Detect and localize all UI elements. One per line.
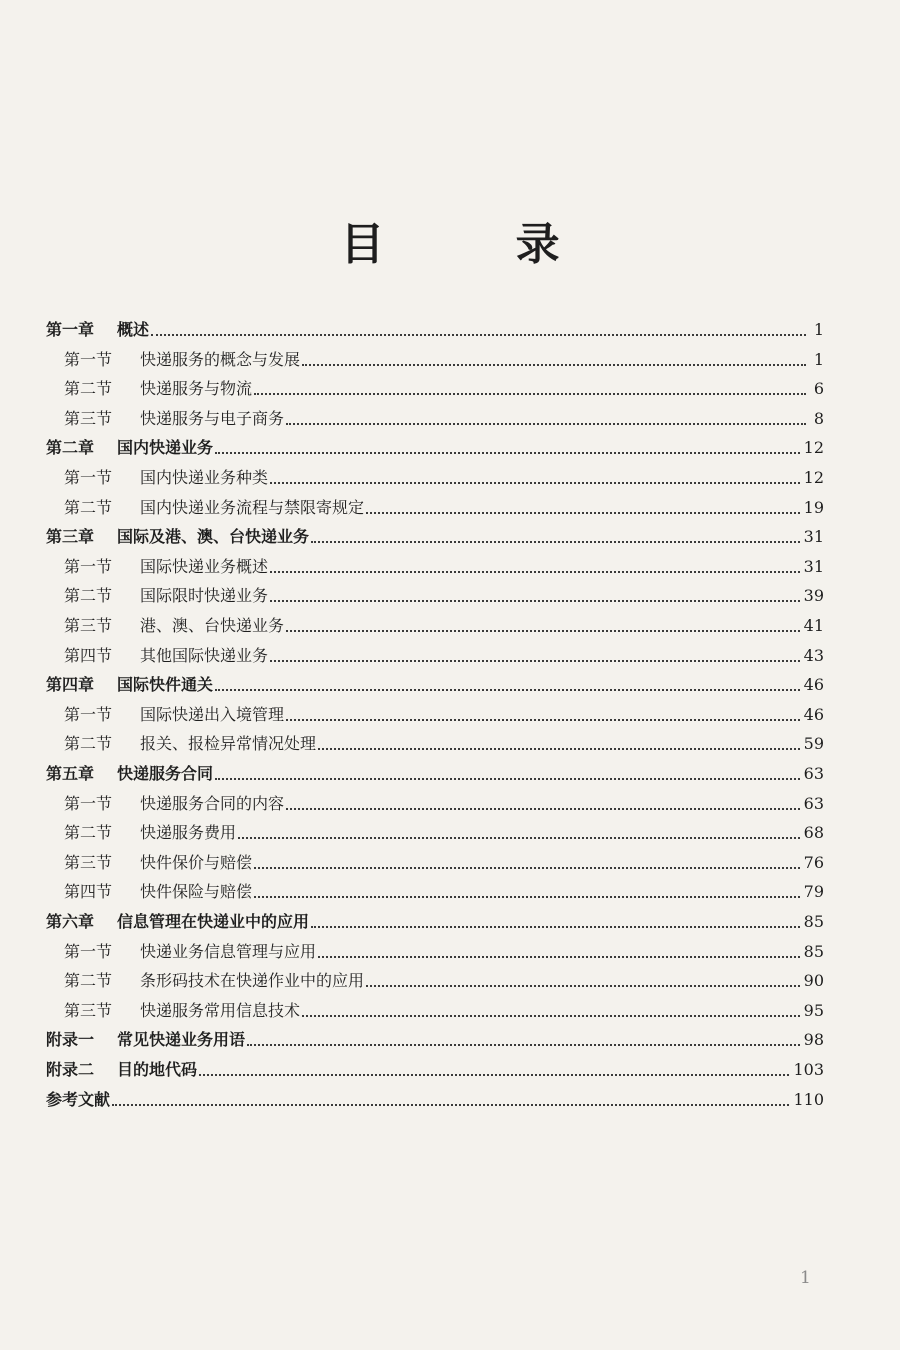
toc-entry-label (64, 350, 300, 370)
dot-leader (270, 561, 800, 573)
toc-entry-label (64, 646, 268, 666)
toc-entry-label (64, 498, 364, 518)
toc-section-entry[interactable] (64, 636, 824, 666)
toc-entry-title: 快递服务的概念与发展 (140, 350, 301, 369)
dot-leader (286, 620, 800, 632)
toc-section-entry[interactable] (64, 399, 824, 429)
dot-leader (366, 975, 800, 987)
toc-entry-page: 79 (803, 882, 824, 901)
toc-entry-title: 快递服务合同的内容 (140, 794, 285, 813)
toc-entry-number: 第二节 (64, 734, 113, 753)
toc-entry-page: 1 (813, 350, 824, 369)
toc-entry-label (46, 1060, 197, 1080)
toc-entry-number: 第四节 (64, 646, 113, 665)
toc-entry-title: 快递服务费用 (140, 823, 237, 842)
toc-section-entry[interactable] (64, 695, 824, 725)
toc-entry-label (64, 823, 236, 843)
toc-section-entry[interactable] (64, 606, 824, 636)
toc-entry-page: 59 (803, 734, 824, 753)
dot-leader (286, 709, 800, 721)
toc-entry-title: 港、澳、台快递业务 (140, 616, 285, 635)
toc-entry-title: 快递服务与电子商务 (140, 409, 285, 428)
dot-leader (199, 1064, 789, 1076)
toc-entry-page: 90 (803, 971, 824, 990)
toc-entry-page: 43 (803, 646, 824, 665)
dot-leader (215, 768, 800, 780)
toc-entry-number: 第六章 (46, 912, 95, 931)
toc-entry-title: 快件保价与赔偿 (140, 853, 253, 872)
toc-entry-title: 概述 (117, 320, 150, 339)
dot-leader (254, 857, 800, 869)
dot-leader (270, 472, 800, 484)
toc-entry-page: 31 (803, 557, 824, 576)
toc-entry-number: 第三节 (64, 616, 113, 635)
dot-leader (318, 738, 800, 750)
toc-entry-number: 第三节 (64, 853, 113, 872)
toc-entry-number: 第一章 (46, 320, 95, 339)
toc-entry-page: 110 (793, 1090, 824, 1109)
dot-leader (215, 679, 800, 691)
toc-entry-page: 39 (803, 586, 824, 605)
toc-entry-number: 第一节 (64, 794, 113, 813)
toc-entry-label (64, 942, 316, 962)
toc-entry-title: 国内快递业务 (117, 438, 214, 457)
toc-entry-number: 第五章 (46, 764, 95, 783)
toc-entry-page: 46 (803, 675, 824, 694)
toc-entry-number: 第三章 (46, 527, 95, 546)
toc-entry-page: 12 (803, 438, 824, 457)
toc-section-entry[interactable] (64, 813, 824, 843)
toc-section-entry[interactable] (64, 724, 824, 754)
toc-entry-title: 快递服务常用信息技术 (140, 1001, 301, 1020)
toc-entry-page: 41 (803, 616, 824, 635)
dot-leader (247, 1034, 800, 1046)
toc-entry-page: 46 (803, 705, 824, 724)
toc-entry-label (64, 705, 284, 725)
dot-leader (112, 1094, 789, 1106)
page-title: 目 录 (340, 219, 618, 270)
toc-entry-title: 快递服务与物流 (140, 379, 253, 398)
toc-chapter-entry[interactable] (46, 1020, 824, 1050)
toc-entry-title: 国际限时快递业务 (140, 586, 269, 605)
toc-entry-number: 第二章 (46, 438, 95, 457)
toc-chapter-entry[interactable] (46, 517, 824, 547)
toc-chapter-entry[interactable] (46, 665, 824, 695)
toc-entry-number: 第三节 (64, 1001, 113, 1020)
toc-entry-page: 63 (803, 794, 824, 813)
toc-entry-number: 第一节 (64, 350, 113, 369)
toc-chapter-entry[interactable] (46, 754, 824, 784)
toc-entry-number: 第一节 (64, 942, 113, 961)
dot-leader (270, 590, 800, 602)
toc-entry-page: 85 (803, 942, 824, 961)
toc-entry-title: 国际快递出入境管理 (140, 705, 285, 724)
toc-entry-title: 国际快件通关 (117, 675, 214, 694)
toc-entry-label (64, 468, 268, 488)
toc-entry-title: 参考文献 (46, 1090, 111, 1109)
dot-leader (302, 1005, 800, 1017)
toc-entry-label (64, 971, 364, 991)
dot-leader (238, 827, 800, 839)
toc-entry-label (64, 616, 284, 636)
dot-leader (286, 798, 800, 810)
toc-entry-number: 第一节 (64, 557, 113, 576)
toc-entry-page: 31 (803, 527, 824, 546)
dot-leader (311, 916, 800, 928)
dot-leader (151, 324, 806, 336)
page-number: 1 (800, 1268, 811, 1288)
dot-leader (270, 650, 800, 662)
toc-entry-title: 国内快递业务种类 (140, 468, 269, 487)
toc-entry-number: 第二节 (64, 586, 113, 605)
dot-leader (254, 383, 806, 395)
toc-entry-label (46, 675, 213, 695)
toc-entry-label (64, 379, 252, 399)
toc-section-entry[interactable] (64, 932, 824, 962)
toc-entry-title: 快递服务合同 (117, 764, 214, 783)
toc-section-entry[interactable] (64, 458, 824, 488)
toc-entry-page: 95 (803, 1001, 824, 1020)
toc-entry-label (64, 882, 252, 902)
toc-entry-label (46, 527, 309, 547)
toc-entry-title: 报关、报检异常情况处理 (140, 734, 317, 753)
dot-leader (254, 886, 800, 898)
toc-entry-number: 第二节 (64, 823, 113, 842)
toc-entry-title: 条形码技术在快递作业中的应用 (140, 971, 365, 990)
dot-leader (215, 442, 800, 454)
dot-leader (286, 413, 806, 425)
toc-section-entry[interactable] (64, 872, 824, 902)
toc-chapter-entry[interactable] (46, 902, 824, 932)
toc-entry-page: 85 (803, 912, 824, 931)
toc-entry-title: 国际及港、澳、台快递业务 (117, 527, 310, 546)
toc-entry-label (46, 764, 213, 784)
toc-entry-number: 第三节 (64, 409, 113, 428)
toc-entry-label (64, 1001, 300, 1021)
toc-section-entry[interactable] (64, 340, 824, 370)
toc-entry-label (64, 853, 252, 873)
toc-entry-title: 国内快递业务流程与禁限寄规定 (140, 498, 365, 517)
toc-entry-label (64, 409, 284, 429)
toc-section-entry[interactable] (64, 784, 824, 814)
toc-entry-page: 98 (803, 1030, 824, 1049)
toc-chapter-entry[interactable] (46, 310, 824, 340)
toc-chapter-entry[interactable] (46, 1080, 824, 1110)
toc-entry-title: 信息管理在快递业中的应用 (117, 912, 310, 931)
toc-entry-label (46, 912, 309, 932)
toc-entry-label (46, 320, 149, 340)
toc-entry-title: 常见快递业务用语 (117, 1030, 246, 1049)
toc-entry-title: 其他国际快递业务 (140, 646, 269, 665)
toc-entry-page: 1 (813, 320, 824, 339)
toc-entry-label (46, 1090, 110, 1110)
toc-entry-number: 第四节 (64, 882, 113, 901)
dot-leader (302, 354, 806, 366)
toc-entry-label (64, 586, 268, 606)
toc-entry-number: 第二节 (64, 971, 113, 990)
toc-section-entry[interactable] (64, 843, 824, 873)
dot-leader (318, 946, 800, 958)
toc-entry-label (46, 438, 213, 458)
toc-entry-page: 68 (803, 823, 824, 842)
toc-entry-label (64, 794, 284, 814)
toc-entry-number: 第一节 (64, 705, 113, 724)
toc-entry-page: 103 (793, 1060, 824, 1079)
toc-entry-number: 第二节 (64, 498, 113, 517)
toc-entry-label (64, 557, 268, 577)
toc-section-entry[interactable] (64, 547, 824, 577)
toc-entry-title: 目的地代码 (117, 1060, 198, 1079)
dot-leader (366, 502, 800, 514)
toc-entry-page: 6 (813, 379, 824, 398)
toc-entry-title: 快件保险与赔偿 (140, 882, 253, 901)
toc-entry-page: 63 (803, 764, 824, 783)
toc-section-entry[interactable] (64, 576, 824, 606)
toc-chapter-entry[interactable] (46, 428, 824, 458)
toc-entry-number: 第一节 (64, 468, 113, 487)
toc-section-entry[interactable] (64, 961, 824, 991)
toc-section-entry[interactable] (64, 369, 824, 399)
toc-entry-page: 12 (803, 468, 824, 487)
toc-chapter-entry[interactable] (46, 1050, 824, 1080)
toc-entry-number: 附录二 (46, 1060, 95, 1079)
toc-entry-number: 第二节 (64, 379, 113, 398)
toc-entry-title: 快递业务信息管理与应用 (140, 942, 317, 961)
toc-entry-page: 8 (813, 409, 824, 428)
dot-leader (311, 531, 800, 543)
toc-entry-title: 国际快递业务概述 (140, 557, 269, 576)
toc-entry-label (64, 734, 316, 754)
toc-section-entry[interactable] (64, 488, 824, 518)
toc-section-entry[interactable] (64, 991, 824, 1021)
toc-entry-number: 附录一 (46, 1030, 95, 1049)
toc-entry-page: 76 (803, 853, 824, 872)
toc-entry-label (46, 1030, 245, 1050)
toc-entry-number: 第四章 (46, 675, 95, 694)
toc-entry-page: 19 (803, 498, 824, 517)
